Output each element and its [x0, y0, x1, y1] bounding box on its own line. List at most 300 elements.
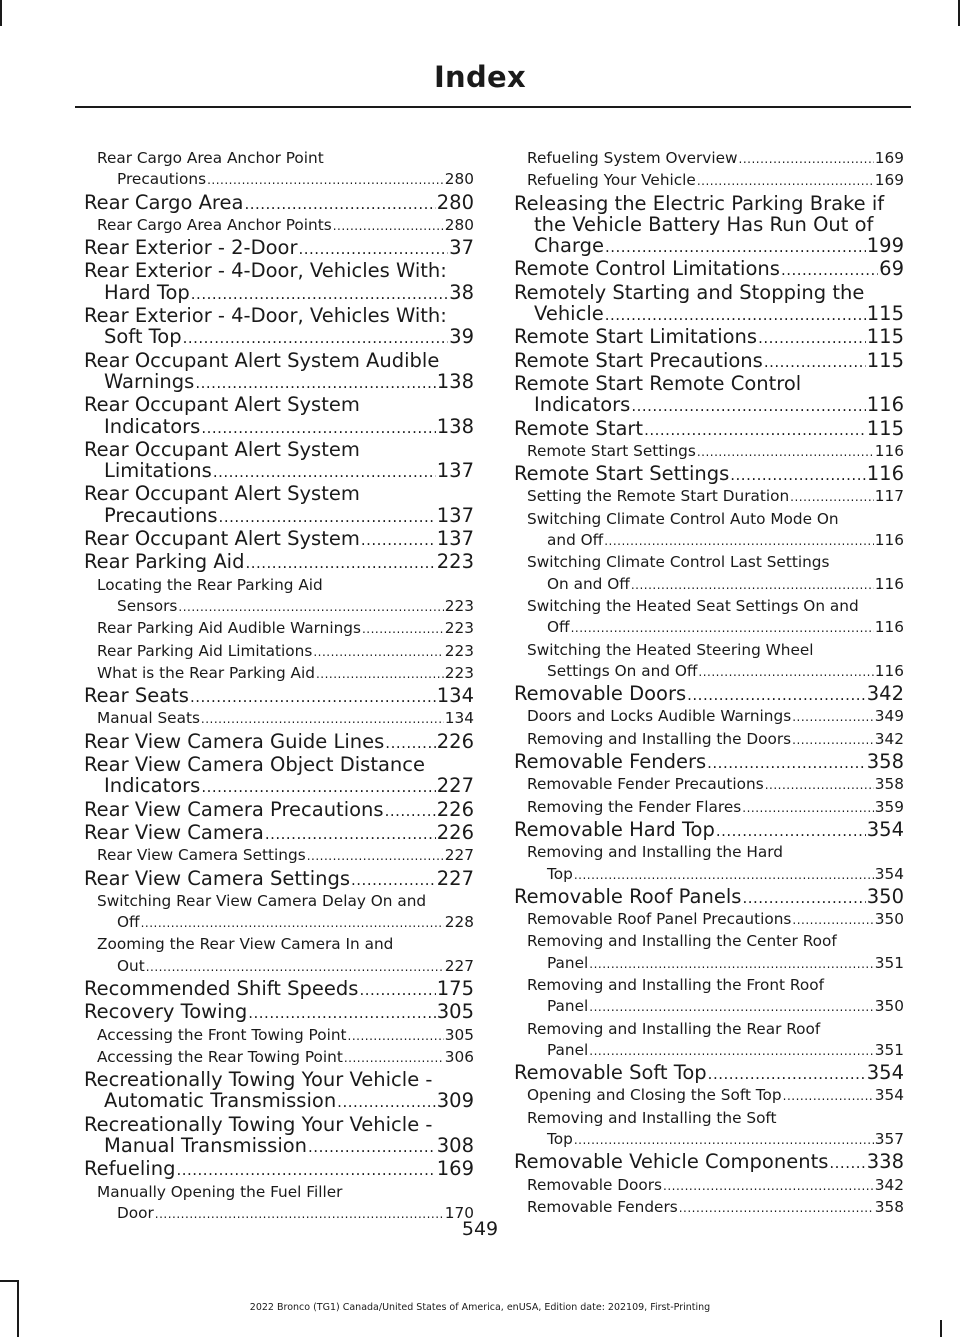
entry-text: Rear Occupant Alert System — [84, 528, 360, 551]
entry-text: Accessing the Rear Towing Point — [97, 1047, 343, 1066]
dot-leader — [219, 507, 436, 528]
dot-leader — [207, 170, 444, 191]
page-ref: 223 — [444, 596, 474, 615]
entry-text: Recovery Towing — [84, 1001, 248, 1024]
dot-leader — [739, 149, 874, 170]
page-ref: 342 — [874, 1175, 904, 1194]
entry-text: Settings On and Off — [547, 661, 698, 680]
index-entry — [84, 822, 474, 845]
entry-text: Refueling System Overview — [527, 149, 738, 167]
page-ref: 138 — [436, 415, 474, 438]
index-subentry — [514, 509, 904, 553]
dot-leader — [265, 824, 436, 845]
entry-text: Rear Cargo Area Anchor Point — [97, 149, 324, 167]
page-ref: 116 — [866, 394, 904, 417]
page-ref: 308 — [436, 1135, 474, 1158]
entry-text: Removable Roof Panels — [514, 885, 742, 908]
page-ref: 354 — [866, 1062, 904, 1085]
index-subentry — [84, 1025, 474, 1047]
dot-leader — [308, 1137, 436, 1158]
index-entry — [514, 683, 904, 706]
page-ref: 38 — [449, 281, 474, 304]
entry-text: Manual Seats — [97, 709, 200, 728]
entry-text: Remote Start — [514, 417, 644, 440]
dot-leader — [191, 284, 448, 305]
entry-text: Remote Start Precautions — [514, 349, 763, 372]
entry-text: Manual Transmission — [104, 1135, 308, 1158]
entry-text: Removable Fenders — [514, 751, 707, 774]
index-subentry — [514, 170, 904, 192]
dot-leader — [344, 1048, 444, 1069]
dot-leader — [313, 642, 443, 663]
entry-text: Remote Control Limitations — [514, 258, 780, 281]
page-ref: 223 — [436, 551, 474, 574]
entry-text: Indicators — [104, 775, 201, 798]
crop-mark — [0, 1280, 18, 1282]
dot-leader — [574, 1130, 874, 1151]
dot-leader — [195, 373, 435, 394]
entry-text: Removing the Fender Flares — [527, 797, 742, 816]
index-subentry — [84, 215, 474, 237]
index-entry — [514, 193, 904, 259]
page-ref: 358 — [866, 751, 904, 774]
index-subentry — [514, 1108, 904, 1152]
page-ref: 226 — [436, 798, 474, 821]
index-subentry — [514, 909, 904, 931]
entry-text: Precautions — [117, 170, 207, 189]
entry-text: Rear View Camera Precautions — [84, 798, 384, 821]
entry-text: Limitations — [104, 460, 212, 483]
index-subentry — [84, 1047, 474, 1069]
index-entry — [84, 394, 474, 439]
dot-leader — [571, 618, 874, 639]
page-ref: 116 — [874, 618, 904, 637]
entry-text: Doors and Locks Audible Warnings — [527, 707, 792, 726]
entry-text: Rear View Camera Settings — [84, 867, 351, 890]
page-ref: 115 — [866, 303, 904, 326]
dot-leader — [178, 597, 443, 618]
entry-text: Removable Roof Panel Precautions — [527, 910, 792, 929]
index-subentry — [84, 575, 474, 619]
entry-text: Hard Top — [104, 281, 190, 304]
entry-text: Removing and Installing the Soft — [527, 1108, 777, 1127]
page-ref: 226 — [436, 730, 474, 753]
entry-text: Remote Start Settings — [514, 463, 730, 486]
index-entry — [514, 418, 904, 441]
page-ref: 115 — [866, 349, 904, 372]
entry-text: Off — [547, 618, 570, 637]
entry-text: Recreationally Towing Your Vehicle - — [84, 1113, 433, 1136]
dot-leader — [316, 664, 444, 685]
index-entry — [84, 439, 474, 484]
entry-text: Removing and Installing the Center Roof — [527, 932, 837, 951]
entry-text: Refueling Your Vehicle — [527, 171, 696, 190]
page-ref: 37 — [449, 237, 474, 260]
dot-leader — [362, 619, 444, 640]
entry-text: Switching Rear View Camera Delay On and — [97, 891, 427, 910]
dot-leader — [781, 260, 878, 281]
entry-text: Charge — [534, 235, 604, 258]
index-entry — [84, 978, 474, 1001]
page-ref: 138 — [436, 370, 474, 393]
dot-leader — [333, 216, 444, 237]
index-subentry — [84, 641, 474, 663]
entry-text: Refueling — [84, 1158, 176, 1181]
page-ref: 169 — [874, 149, 904, 167]
entry-text: Removing and Installing the Rear Roof — [527, 1019, 821, 1038]
index-subentry — [514, 797, 904, 819]
entry-text: Recommended Shift Speeds — [84, 977, 359, 1000]
index-subentry — [84, 891, 474, 935]
page-ref: 351 — [874, 1040, 904, 1059]
index-entry — [514, 819, 904, 842]
page-number: 549 — [461, 1218, 499, 1240]
dot-leader — [716, 821, 866, 842]
index-column-right — [514, 148, 904, 1219]
entry-text: Removable Fender Precautions — [527, 775, 764, 794]
dot-leader — [605, 237, 866, 258]
page-ref: 115 — [866, 417, 904, 440]
entry-text: the Vehicle Battery Has Run Out of — [534, 212, 874, 236]
entry-text: Panel — [547, 1040, 589, 1059]
entry-text: Removable Vehicle Components — [514, 1151, 829, 1174]
page-ref: 115 — [866, 326, 904, 349]
entry-text: Recreationally Towing Your Vehicle - — [84, 1069, 433, 1092]
page-ref: 354 — [874, 864, 904, 883]
entry-text: On and Off — [547, 574, 630, 593]
entry-text: Rear Occupant Alert System — [84, 438, 360, 461]
dot-leader — [574, 865, 874, 886]
index-column-left — [84, 148, 474, 1225]
entry-text: Rear Parking Aid Limitations — [97, 641, 313, 660]
page-ref: 351 — [874, 953, 904, 972]
entry-text: Warnings — [104, 370, 195, 393]
entry-text: Precautions — [104, 504, 218, 527]
page-ref: 350 — [874, 997, 904, 1016]
page-ref: 175 — [436, 977, 474, 1000]
dot-leader — [361, 530, 436, 551]
entry-text: Rear Parking Aid — [84, 551, 245, 574]
dot-leader — [359, 980, 435, 1001]
dot-leader — [201, 709, 444, 730]
entry-text: and Off — [547, 531, 604, 550]
entry-text: Rear Occupant Alert System — [84, 483, 360, 506]
dot-leader — [337, 1092, 436, 1113]
page-ref: 305 — [444, 1025, 474, 1044]
page-ref: 223 — [444, 619, 474, 638]
index-entry — [84, 1158, 474, 1181]
page-ref: 39 — [449, 326, 474, 349]
index-subentry — [84, 845, 474, 867]
page-ref: 116 — [866, 463, 904, 486]
entry-text: Rear View Camera Object Distance — [84, 754, 426, 777]
dot-leader — [758, 328, 866, 349]
entry-text: Rear Cargo Area Anchor Points — [97, 215, 332, 234]
entry-text: Off — [117, 913, 140, 932]
index-entry — [84, 350, 474, 395]
dot-leader — [742, 798, 874, 819]
page-ref: 134 — [444, 709, 474, 728]
dot-leader — [663, 1176, 874, 1197]
index-subentry — [514, 931, 904, 975]
dot-leader — [697, 442, 874, 463]
index-subentry — [84, 663, 474, 685]
index-subentry — [514, 552, 904, 596]
page-ref: 116 — [874, 574, 904, 593]
dot-leader — [351, 870, 436, 891]
dot-leader — [730, 465, 866, 486]
dot-leader — [146, 957, 444, 978]
entry-text: Releasing the Electric Parking Brake if — [514, 192, 885, 215]
index-subentry — [514, 706, 904, 728]
index-subentry — [84, 618, 474, 640]
index-entry — [84, 754, 474, 799]
dot-leader — [213, 462, 436, 483]
page-ref: 228 — [444, 913, 474, 932]
entry-text: Switching Climate Control Last Settings — [527, 553, 830, 572]
entry-text: Panel — [547, 997, 589, 1016]
page-ref: 137 — [436, 528, 474, 551]
entry-text: Indicators — [104, 415, 201, 438]
page-ref: 342 — [866, 683, 904, 706]
index-entry — [84, 799, 474, 822]
entry-text: Opening and Closing the Soft Top — [527, 1086, 782, 1105]
index-entry — [84, 305, 474, 350]
entry-text: Remote Start Settings — [527, 441, 696, 460]
dot-leader — [141, 913, 444, 934]
page-ref: 223 — [444, 663, 474, 682]
page-ref: 338 — [866, 1151, 904, 1174]
dot-leader — [201, 418, 435, 439]
entry-text: Automatic Transmission — [104, 1090, 337, 1113]
dot-leader — [792, 707, 874, 728]
dot-leader — [631, 396, 865, 417]
dot-leader — [790, 487, 874, 508]
page-ref: 358 — [874, 1197, 904, 1216]
page-ref: 117 — [874, 487, 904, 506]
index-entry — [514, 751, 904, 774]
entry-text: Rear Parking Aid Audible Warnings — [97, 619, 361, 638]
page-ref: 116 — [874, 531, 904, 550]
index-subentry — [514, 441, 904, 463]
entry-text: Rear Occupant Alert System — [84, 394, 360, 417]
index-entry — [84, 528, 474, 551]
dot-leader — [605, 305, 866, 326]
page-ref: 169 — [874, 171, 904, 190]
entry-text: Locating the Rear Parking Aid — [97, 575, 323, 594]
index-subentry — [514, 1197, 904, 1219]
index-entry — [84, 551, 474, 574]
entry-text: Setting the Remote Start Duration — [527, 487, 790, 506]
crop-mark — [940, 1320, 942, 1337]
entry-text: Switching the Heated Seat Settings On and — [527, 596, 859, 615]
dot-leader — [742, 888, 865, 909]
header-rule — [75, 106, 911, 108]
index-entry — [514, 886, 904, 909]
page-ref: 280 — [444, 215, 474, 234]
index-subentry — [514, 1085, 904, 1107]
index-entry — [514, 326, 904, 349]
page-ref: 223 — [444, 641, 474, 660]
index-subentry — [514, 148, 904, 170]
dot-leader — [764, 352, 866, 373]
dot-leader — [792, 730, 874, 751]
entry-text: Removing and Installing the Front Roof — [527, 975, 824, 994]
index-subentry — [84, 708, 474, 730]
dot-leader — [604, 531, 874, 552]
entry-text: Sensors — [117, 596, 178, 615]
page-ref: 350 — [866, 885, 904, 908]
entry-text: Removing and Installing the Doors — [527, 729, 792, 748]
page-ref: 227 — [436, 867, 474, 890]
index-subentry — [514, 729, 904, 751]
index-entry — [514, 373, 904, 418]
dot-leader — [307, 846, 444, 867]
index-subentry — [514, 842, 904, 886]
index-subentry — [514, 1175, 904, 1197]
page-ref: 357 — [874, 1130, 904, 1149]
entry-text: Rear Exterior - 2-Door — [84, 237, 298, 260]
dot-leader — [589, 1041, 874, 1062]
page-ref: 280 — [444, 170, 474, 189]
dot-leader — [348, 1026, 444, 1047]
entry-text: Removable Hard Top — [514, 818, 715, 841]
index-entry — [514, 1151, 904, 1174]
index-entry — [84, 192, 474, 215]
crop-mark — [0, 0, 2, 26]
index-subentry — [514, 774, 904, 796]
index-entry — [84, 1114, 474, 1159]
page-ref: 227 — [436, 775, 474, 798]
dot-leader — [792, 910, 873, 931]
entry-text: Removable Doors — [514, 683, 687, 706]
entry-text: What is the Rear Parking Aid — [97, 663, 315, 682]
index-entry — [84, 685, 474, 708]
page-ref: 137 — [436, 460, 474, 483]
entry-text: Remote Start Limitations — [514, 326, 758, 349]
edition-footer: 2022 Bronco (TG1) Canada/United States of America, enUSA, Edition date: 202109, First-Printing — [249, 1302, 711, 1313]
index-subentry — [514, 640, 904, 684]
dot-leader — [644, 420, 866, 441]
dot-leader — [589, 954, 874, 975]
page-ref: 199 — [866, 235, 904, 258]
entry-text: Removable Doors — [527, 1175, 663, 1194]
page-ref: 309 — [436, 1090, 474, 1113]
dot-leader — [385, 801, 436, 822]
dot-leader — [589, 997, 874, 1018]
dot-leader — [698, 662, 873, 683]
entry-text: Top — [547, 1130, 573, 1149]
index-entry — [84, 731, 474, 754]
page-ref: 116 — [874, 661, 904, 680]
page-ref: 170 — [444, 1203, 474, 1222]
page-ref: 137 — [436, 504, 474, 527]
page-ref: 227 — [444, 956, 474, 975]
entry-text: Panel — [547, 953, 589, 972]
entry-text: Vehicle — [534, 303, 604, 326]
dot-leader — [679, 1198, 874, 1219]
dot-leader — [631, 575, 874, 596]
page-ref: 359 — [874, 797, 904, 816]
entry-text: Rear View Camera — [84, 821, 264, 844]
page-ref: 69 — [879, 258, 904, 281]
entry-text: Rear View Camera Settings — [97, 846, 306, 865]
entry-text: Out — [117, 956, 145, 975]
page-ref: 305 — [436, 1001, 474, 1024]
index-entry — [84, 260, 474, 305]
dot-leader — [707, 753, 866, 774]
dot-leader — [299, 239, 449, 260]
index-subentry — [84, 148, 474, 192]
entry-text: Switching the Heated Steering Wheel — [527, 640, 814, 659]
dot-leader — [385, 733, 435, 754]
entry-text: Rear Exterior - 4-Door, Vehicles With: — [84, 305, 447, 328]
entry-text: Removable Soft Top — [514, 1062, 707, 1085]
dot-leader — [829, 1153, 865, 1174]
page-title: Index — [433, 60, 527, 94]
dot-leader — [687, 685, 866, 706]
index-subentry — [514, 596, 904, 640]
dot-leader — [245, 553, 435, 574]
index-subentry — [514, 1019, 904, 1063]
dot-leader — [190, 687, 436, 708]
index-subentry — [84, 934, 474, 978]
page-ref: 306 — [444, 1047, 474, 1066]
page-ref: 350 — [874, 910, 904, 929]
index-entry — [514, 1062, 904, 1085]
page-ref: 354 — [866, 818, 904, 841]
entry-text: Rear Occupant Alert System Audible — [84, 349, 440, 372]
entry-text: Removable Fenders — [527, 1197, 678, 1216]
dot-leader — [248, 1003, 436, 1024]
index-entry — [514, 463, 904, 486]
entry-text: Remote Start Remote Control — [514, 372, 802, 395]
index-entry — [514, 282, 904, 327]
page-ref: 358 — [874, 775, 904, 794]
dot-leader — [783, 1086, 874, 1107]
entry-text: Rear Cargo Area — [84, 191, 244, 214]
index-entry — [84, 483, 474, 528]
dot-leader — [201, 777, 435, 798]
page-ref: 227 — [444, 846, 474, 865]
dot-leader — [765, 775, 874, 796]
index-subentry — [514, 975, 904, 1019]
page-ref: 226 — [436, 821, 474, 844]
index-entry — [84, 1069, 474, 1114]
page-ref: 349 — [874, 707, 904, 726]
dot-leader — [697, 171, 874, 192]
dot-leader — [183, 328, 449, 349]
entry-text: Rear Exterior - 4-Door, Vehicles With: — [84, 260, 447, 283]
dot-leader — [176, 1160, 435, 1181]
entry-text: Removing and Installing the Hard — [527, 843, 783, 862]
page-ref: 342 — [874, 729, 904, 748]
page-ref: 134 — [436, 685, 474, 708]
entry-text: Remotely Starting and Stopping the — [514, 281, 865, 304]
entry-text: Door — [117, 1203, 154, 1222]
dot-leader — [708, 1064, 866, 1085]
entry-text: Zooming the Rear View Camera In and — [97, 935, 394, 954]
index-subentry — [514, 486, 904, 508]
index-entry — [84, 1001, 474, 1024]
entry-text: Manually Opening the Fuel Filler — [97, 1182, 343, 1201]
entry-text: Accessing the Front Towing Point — [97, 1025, 347, 1044]
index-entry — [514, 350, 904, 373]
entry-text: Soft Top — [104, 326, 182, 349]
page-ref: 116 — [874, 441, 904, 460]
page-ref: 354 — [874, 1086, 904, 1105]
entry-text: Rear Seats — [84, 685, 189, 708]
